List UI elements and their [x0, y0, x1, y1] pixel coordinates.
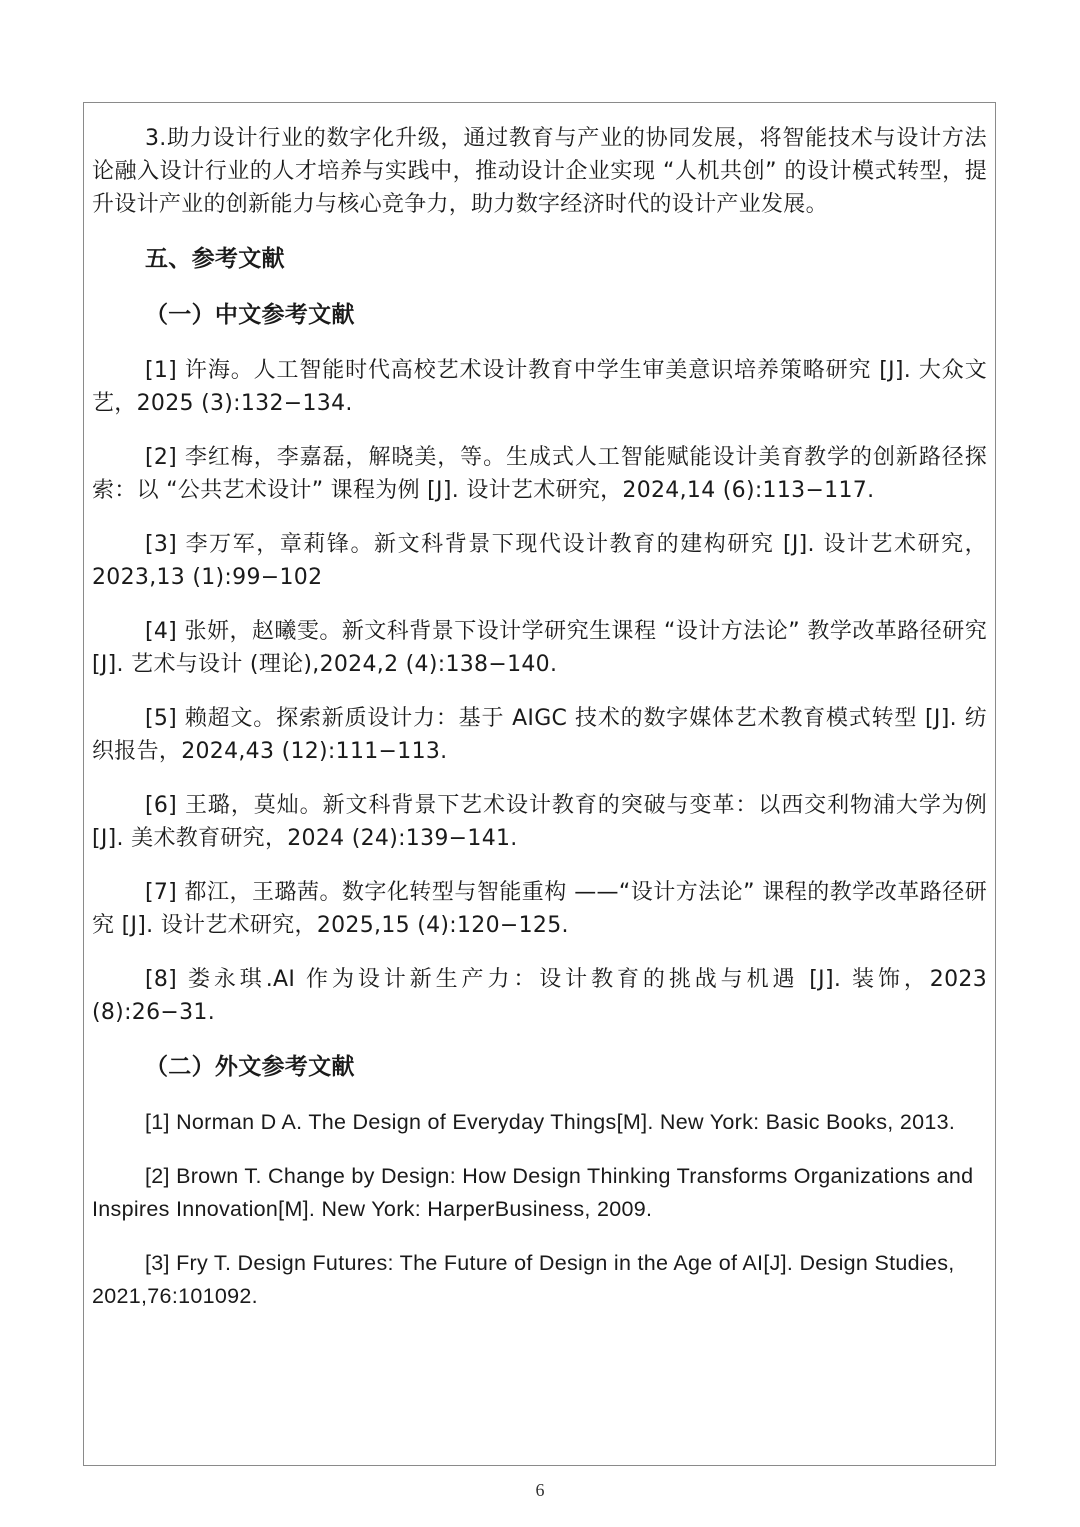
- chinese-reference-item: [2] 李红梅，李嘉磊，解晓美，等。生成式人工智能赋能设计美育教学的创新路径探索：以 “公共艺术设计” 课程为例 [J]. 设计艺术研究，2024,14 (6):113−117.: [92, 445, 987, 503]
- chinese-reference-item: [8] 娄永琪.AI 作为设计新生产力：设计教育的挑战与机遇 [J]. 装饰，2023 (8):26−31.: [92, 967, 987, 1025]
- foreign-reference-item: [2] Brown T. Change by Design: How Design Thinking Transforms Organizations and Inspires Innovation[M]. New York: HarperBusiness, 2009.: [92, 1164, 974, 1221]
- chinese-reference-item: [4] 张妍，赵曦雯。新文科背景下设计学研究生课程 “设计方法论” 教学改革路径研究 [J]. 艺术与设计 (理论),2024,2 (4):138−140.: [92, 619, 987, 677]
- foreign-references-heading: （二）外文参考文献: [145, 1054, 355, 1080]
- chinese-reference-item: [3] 李万军，章莉锋。新文科背景下现代设计教育的建构研究 [J]. 设计艺术研究，2023,13 (1):99−102: [92, 532, 987, 590]
- chinese-references-heading: （一）中文参考文献: [145, 302, 355, 328]
- document-body: [92, 122, 987, 1334]
- foreign-reference-item: [1] Norman D A. The Design of Everyday Things[M]. New York: Basic Books, 2013.: [145, 1110, 956, 1134]
- chinese-reference-item: [1] 许海。人工智能时代高校艺术设计教育中学生审美意识培养策略研究 [J]. 大众文艺，2025 (3):132−134.: [92, 358, 987, 416]
- section-heading-references: 五、参考文献: [145, 246, 285, 272]
- chinese-reference-item: [7] 都江，王璐茜。数字化转型与智能重构 ——“设计方法论” 课程的教学改革路径研究 [J]. 设计艺术研究，2025,15 (4):120−125.: [92, 880, 987, 938]
- page-number: 6: [535, 1480, 545, 1500]
- foreign-reference-item: [3] Fry T. Design Futures: The Future of Design in the Age of AI[J]. Design Studies, 2021,76:101092.: [92, 1251, 955, 1308]
- chinese-reference-item: [5] 赖超文。探索新质设计力：基于 AIGC 技术的数字媒体艺术教育模式转型 [J]. 纺织报告，2024,43 (12):111−113.: [92, 706, 987, 764]
- intro-paragraph: 3.助力设计行业的数字化升级，通过教育与产业的协同发展，将智能技术与设计方法论融入设计行业的人才培养与实践中，推动设计企业实现 “人机共创” 的设计模式转型，提升设计产业的创新能力与核心竞争力，助力数字经济时代的设计产业发展。: [92, 126, 987, 217]
- chinese-reference-item: [6] 王璐，莫灿。新文科背景下艺术设计教育的突破与变革：以西交利物浦大学为例 [J]. 美术教育研究，2024 (24):139−141.: [92, 793, 987, 851]
